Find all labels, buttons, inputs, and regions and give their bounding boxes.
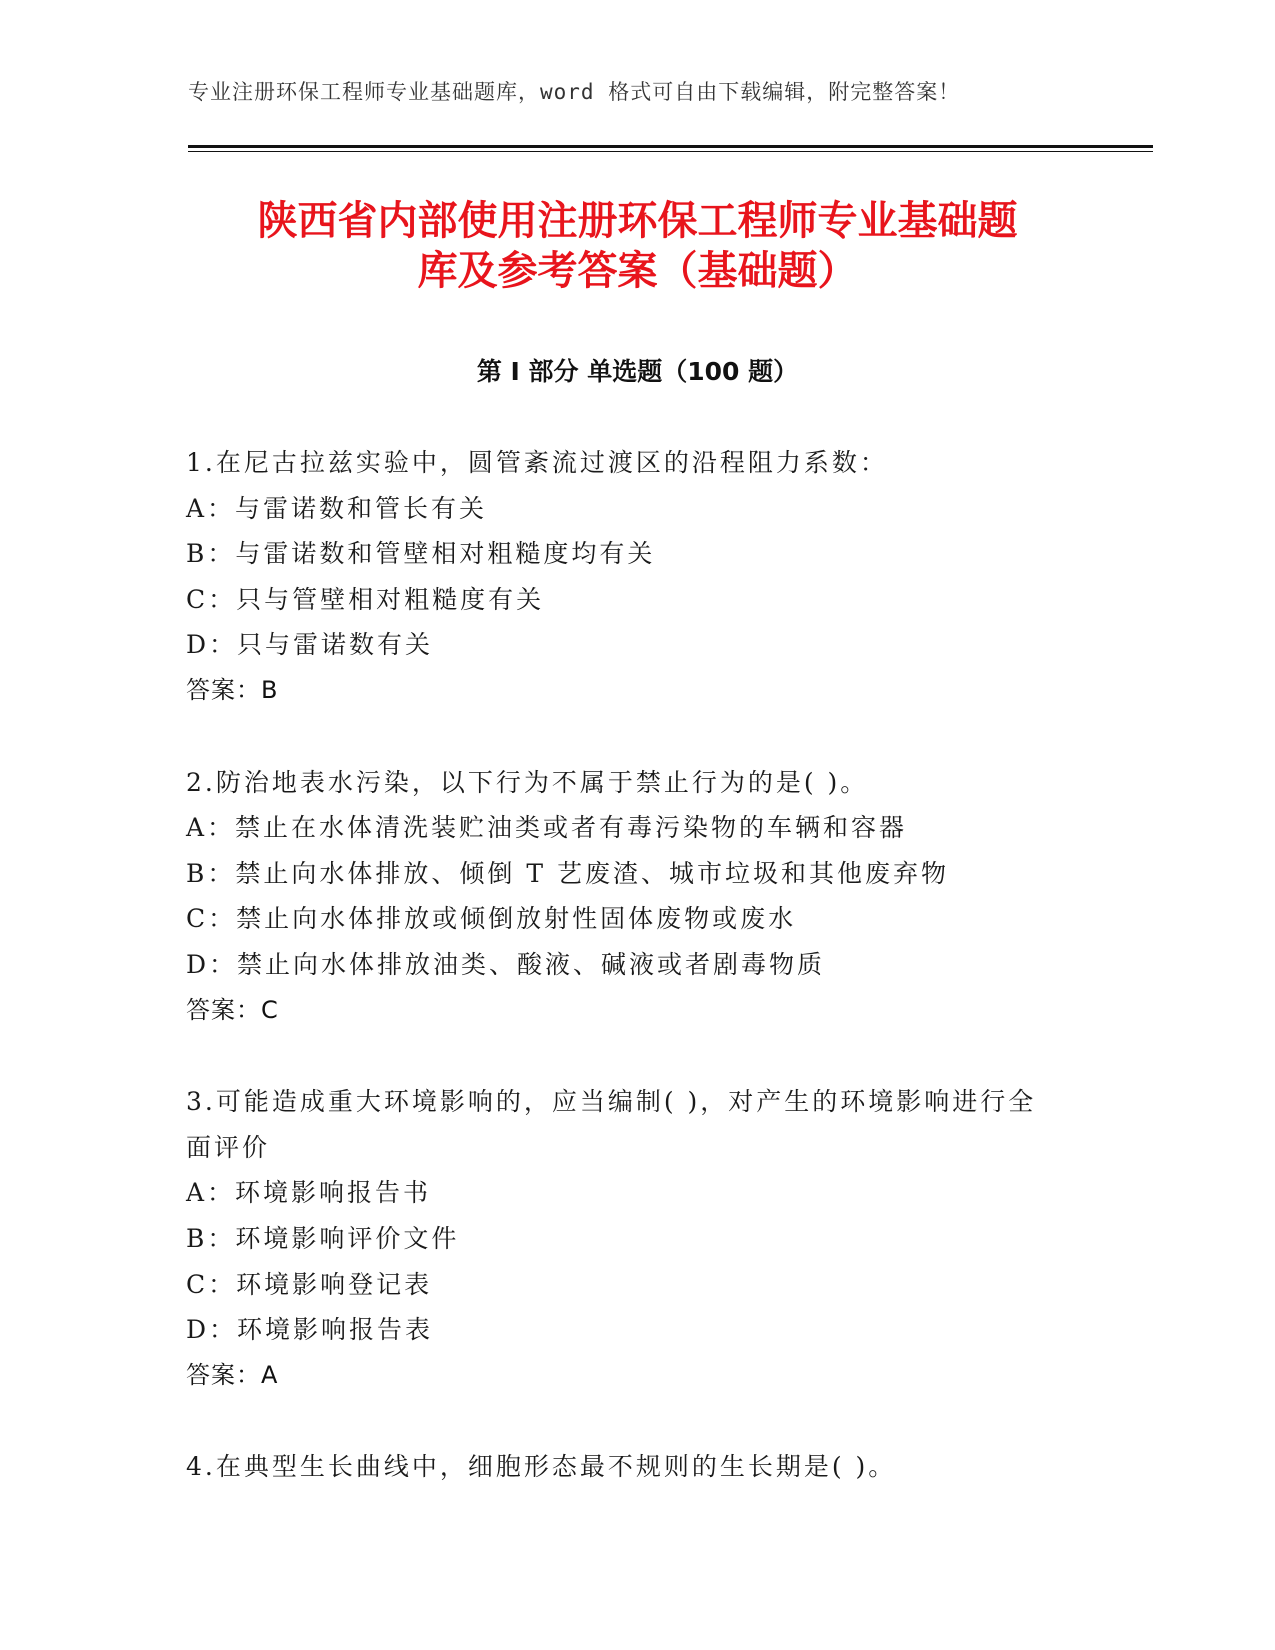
document-title xyxy=(150,196,1125,296)
option-a: A：与雷诺数和管长有关 xyxy=(186,493,488,523)
question-3 xyxy=(186,1079,1086,1398)
question-1 xyxy=(186,440,1086,714)
question-stem-line-2: 面评价 xyxy=(186,1132,271,1162)
option-b: B：与雷诺数和管壁相对粗糙度均有关 xyxy=(186,539,656,569)
question-4 xyxy=(186,1444,1086,1490)
option-c: C：禁止向水体排放或倾倒放射性固体废物或废水 xyxy=(186,904,797,934)
question-stem: 2.防治地表水污染，以下行为不属于禁止行为的是( )。 xyxy=(186,767,869,797)
option-c: C：环境影响登记表 xyxy=(186,1269,433,1299)
option-d: D：只与雷诺数有关 xyxy=(186,630,434,660)
option-c: C：只与管壁相对粗糙度有关 xyxy=(186,584,545,614)
question-stem: 1.在尼古拉兹实验中，圆管紊流过渡区的沿程阻力系数： xyxy=(186,448,888,477)
question-stem: 4.在典型生长曲线中，细胞形态最不规则的生长期是( )。 xyxy=(186,1452,897,1482)
answer: 答案：C xyxy=(186,995,279,1024)
option-d: D：禁止向水体排放油类、酸液、碱液或者剧毒物质 xyxy=(186,949,826,979)
option-b: B：环境影响评价文件 xyxy=(186,1223,460,1253)
option-a: A：环境影响报告书 xyxy=(186,1178,432,1208)
document-title-line-1: 陕西省内部使用注册环保工程师专业基础题 xyxy=(257,198,1018,244)
document-title-line-2: 库及参考答案（基础题） xyxy=(417,248,858,294)
section-title: 第 I 部分 单选题（100 题） xyxy=(476,357,799,386)
option-b: B：禁止向水体排放、倾倒 T 艺废渣、城市垃圾和其他废弃物 xyxy=(186,858,949,888)
page-header: 专业注册环保工程师专业基础题库，word 格式可自由下载编辑，附完整答案！ xyxy=(188,80,961,104)
option-d: D：环境影响报告表 xyxy=(186,1315,434,1345)
question-list xyxy=(186,440,1086,1536)
question-stem-line-1: 3.可能造成重大环境影响的，应当编制( )，对产生的环境影响进行全 xyxy=(186,1087,1037,1117)
option-a: A：禁止在水体清洗装贮油类或者有毒污染物的车辆和容器 xyxy=(186,813,908,843)
question-2 xyxy=(186,760,1086,1034)
header-divider-thick xyxy=(188,145,1153,148)
answer: 答案：B xyxy=(186,675,279,704)
answer: 答案：A xyxy=(186,1360,279,1389)
header-divider-thin xyxy=(188,151,1153,152)
